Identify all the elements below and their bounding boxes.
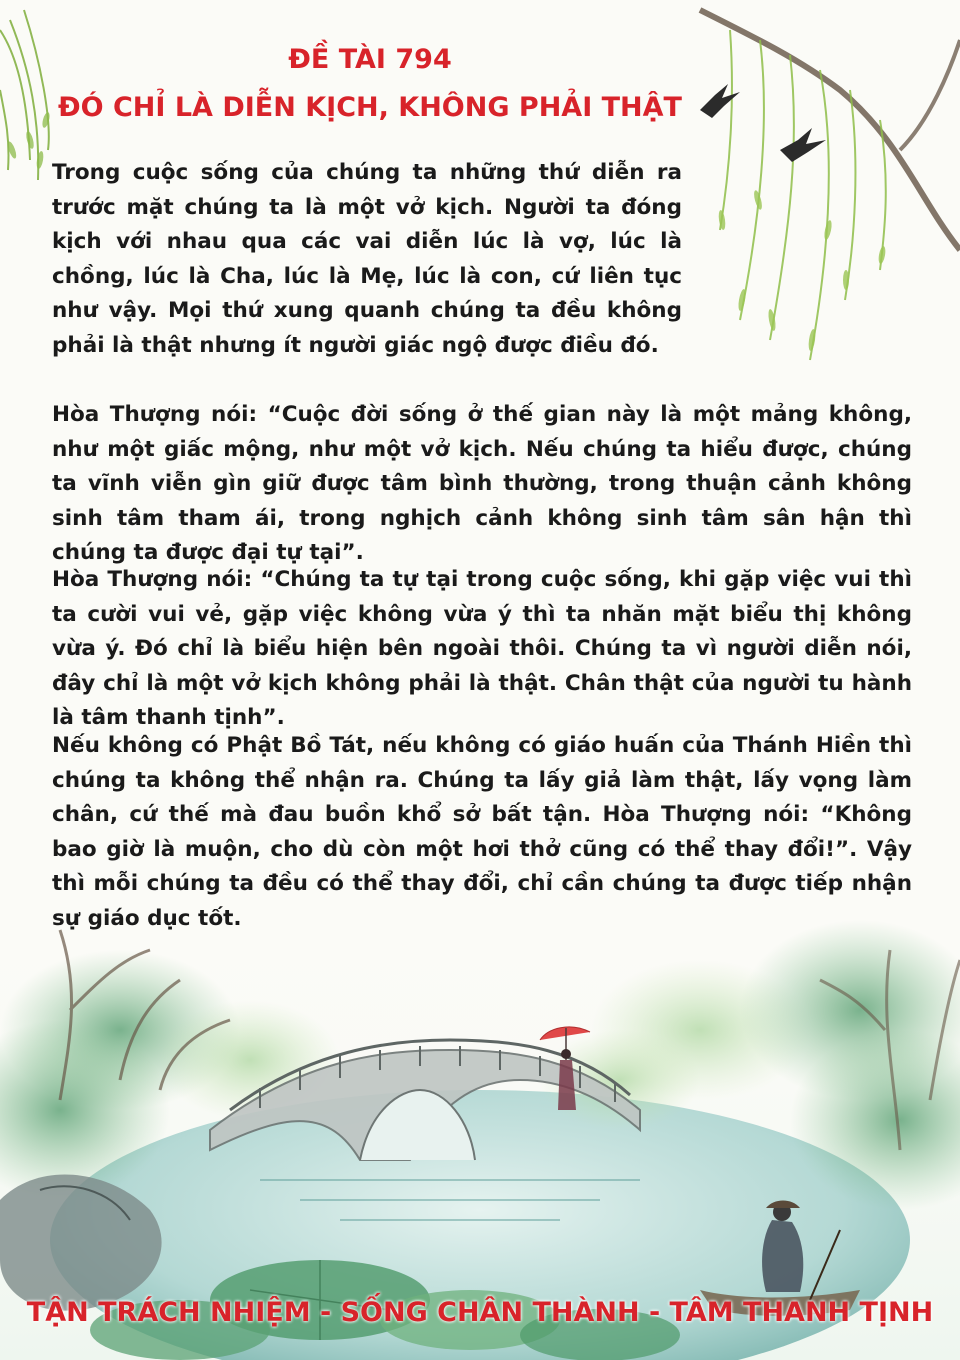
- paragraph-1: Trong cuộc sống của chúng ta những thứ diễn ra trước mặt chúng ta là một vở kịch. Người ta đóng kịch với nhau qua các vai diễn lúc là vợ, lúc là chồng, lúc là Cha, lúc là Mẹ, lúc là con, cứ liên tục như vậy. Mọi thứ xung quanh chúng ta đều không phải là thật nhưng ít người giác ngộ được điều đó.: [52, 160, 682, 358]
- page-title: ĐỀ TÀI 794: [288, 44, 452, 75]
- page-subtitle: ĐÓ CHỈ LÀ DIỄN KỊCH, KHÔNG PHẢI THẬT: [58, 92, 682, 123]
- footer-motto: TẬN TRÁCH NHIỆM - SỐNG CHÂN THÀNH - TÂM THANH TỊNH: [26, 1297, 934, 1328]
- paragraph-4: Nếu không có Phật Bồ Tát, nếu không có giáo huấn của Thánh Hiền thì chúng ta không thể nhận ra. Chúng ta lấy giả làm thật, lấy vọng làm chân, cứ thế mà đau buồn khổ sở bất tận. Hòa Thượng nói: “Không bao giờ là muộn, cho dù còn một hơi thở cũng có thể thay đổi!”. Vậy thì mỗi chúng ta đều có thể thay đổi, chỉ cần chúng ta được tiếp nhận sự giáo dục tốt.: [52, 733, 912, 931]
- paragraph-2: Hòa Thượng nói: “Cuộc đời sống ở thế gian này là một mảng không, như một giấc mộng, như một vở kịch. Nếu chúng ta hiểu được, chúng ta vĩnh viễn gìn giữ được tâm bình thường, trong thuận cảnh không sinh tâm tham ái, trong nghịch cảnh không sinh tâm sân hận thì chúng ta được đại tự tại”.: [52, 402, 912, 565]
- paragraph-3: Hòa Thượng nói: “Chúng ta tự tại trong cuộc sống, khi gặp việc vui thì ta cười vui vẻ, gặp việc không vừa ý thì ta nhăn mặt biểu thị không vừa ý. Đó chỉ là biểu hiện bên ngoài thôi. Chúng ta vì người diễn nói, đây chỉ là một vở kịch không phải là thật. Chân thật của người tu hành là tâm thanh tịnh”.: [52, 567, 912, 730]
